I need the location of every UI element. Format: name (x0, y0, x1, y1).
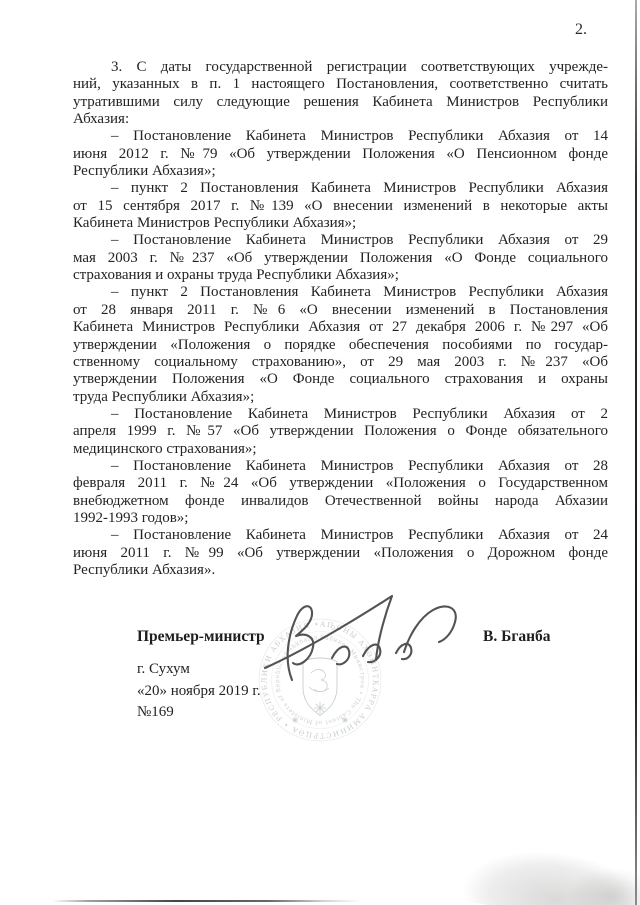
text-line: Абхазия: (73, 111, 130, 128)
document-body (73, 59, 608, 579)
signature-city: г. Сухум (137, 661, 190, 677)
signature-date: «20» ноября 2019 г. (137, 683, 261, 699)
seal-inner-text: Кабинет Министров • The Cabinet of Ministers of Republic of Abkhazia (274, 634, 366, 726)
page-number: 2. (575, 21, 587, 38)
signer-title: Премьер-министр (137, 628, 265, 645)
text-line: – Постановление Кабинета Министров Республики Абхазия от 28 (111, 457, 608, 474)
signature-stroke (265, 596, 392, 668)
document-number: №169 (137, 704, 174, 720)
text-line: 3. С даты государственной регистрации соответствующих учрежде- (111, 59, 608, 75)
text-line: 1992-1993 годов»; (73, 509, 189, 526)
text-line: ственному социальному страхованию», от 29 мая 2003 г. №237 «Об (73, 353, 608, 370)
text-line: февраля 2011 г. №24 «Об утверждении «Положения о Государственном (73, 475, 608, 492)
seal-outer-text: АҦСНЫ АҲӘЫНҬҚАРРА АМИНИСТРЦӘА • РЕСПУБЛИКИ АБХАЗИЯ • (260, 620, 380, 740)
signer-name: В. Бганба (483, 628, 551, 645)
text-line: от 28 января 2011 г. №6 «О внесении изменений в Постановления (73, 301, 608, 318)
text-line: Республики Абхазия». (73, 561, 216, 578)
text-line: – пункт 2 Постановления Кабинета Министров Республики Абхазия (111, 180, 608, 197)
text-line: – Постановление Кабинета Министров Республики Абхазия от 14 (111, 128, 608, 145)
text-line: труда Республики Абхазия»; (73, 388, 255, 405)
text-line: – Постановление Кабинета Министров Республики Абхазия от 24 (111, 527, 608, 544)
text-line: Кабинета Министров Республики Абхазия»; (73, 215, 357, 232)
text-line: утверждении Положения «О Фонде социального страхования и охраны (73, 371, 608, 388)
text-line: июня 2012 г. №79 «Об утверждении Положения «О Пенсионном фонде (73, 145, 608, 162)
text-line: – Постановление Кабинета Министров Республики Абхазия от 29 (111, 232, 608, 249)
text-line: утверждении «Положения о порядке обеспечения пособиями по государ- (73, 336, 608, 353)
signature-stroke (404, 606, 456, 652)
text-line: – Постановление Кабинета Министров Республики Абхазия от 2 (111, 405, 608, 422)
text-line: апреля 1999 г. №57 «Об утверждении Положения о Фонде обязательного (73, 423, 608, 440)
text-line: Кабинета Министров Республики Абхазия от 27 декабря 2006 г. №297 «Об (73, 319, 608, 336)
text-line: от 15 сентября 2017 г. №139 «О внесении изменений в некоторые акты (73, 197, 608, 214)
signature-stroke (332, 644, 411, 664)
text-line: страхования и охраны труда Республики Абхазия»; (73, 267, 399, 284)
signature-stroke (288, 606, 314, 680)
text-line: мая 2003 г. №237 «Об утверждении Положения «О Фонде социального (73, 249, 608, 266)
scan-edge-line-bottom (52, 900, 362, 902)
text-line: июня 2011 г. №99 «Об утверждении «Положения о Дорожном фонде (73, 544, 608, 561)
scan-edge-line-right (635, 0, 637, 905)
text-line: утратившими силу следующие решения Кабинета Министров Республики (73, 93, 608, 110)
text-line: – пункт 2 Постановления Кабинета Министров Республики Абхазия (111, 284, 608, 301)
scan-corner-smudge-dark (560, 858, 640, 905)
text-line: Республики Абхазия»; (73, 163, 216, 180)
text-line: ний, указанных в п. 1 настоящего Постановления, соответственно считать (73, 76, 608, 93)
text-line: внебюджетном фонде инвалидов Отечественной войны народа Абхазии (73, 492, 608, 509)
text-line: медицинского страхования»; (73, 440, 257, 457)
handwritten-signature (253, 588, 465, 690)
